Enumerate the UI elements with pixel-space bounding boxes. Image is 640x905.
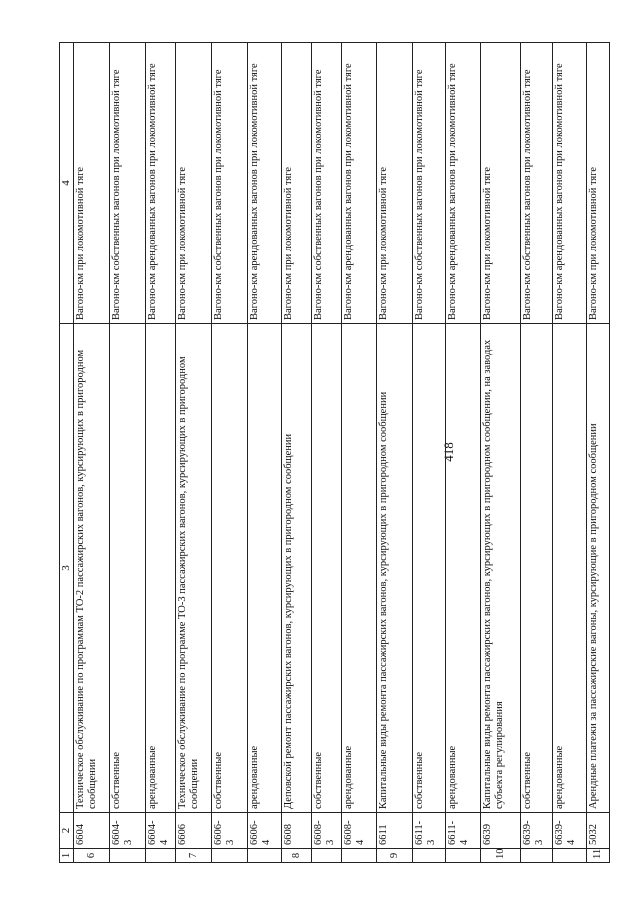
code-cell: 6639-4 (553, 813, 587, 849)
column-header-3: 3 (60, 324, 74, 813)
table-row (342, 43, 377, 863)
table-row (481, 43, 521, 863)
code-cell: 6608-4 (342, 813, 377, 849)
unit-cell: Вагоно-км арендованных вагонов при локомотивной тяге (248, 43, 282, 324)
table-row (521, 43, 553, 863)
description-cell: Капитальные виды ремонта пассажирских вагонов, курсирующих в пригородном сообщении, на заводах субъекта регулирования (481, 324, 521, 813)
code-cell: 6639-3 (521, 813, 553, 849)
row-number-cell: 9 (377, 849, 413, 863)
description-cell: собственные (312, 324, 342, 813)
row-number-cell (553, 849, 587, 863)
table-row (110, 43, 146, 863)
rotated-table-container (59, 43, 604, 863)
row-number-cell (110, 849, 146, 863)
unit-cell: Вагоно-км арендованных вагонов при локомотивной тяге (146, 43, 176, 324)
table-row (377, 43, 413, 863)
row-number-cell (312, 849, 342, 863)
row-number-cell: 6 (74, 849, 110, 863)
code-cell: 6608-3 (312, 813, 342, 849)
description-cell: арендованные (553, 324, 587, 813)
unit-cell: Вагоно-км собственных вагонов при локомотивной тяге (212, 43, 248, 324)
row-number-cell: 8 (282, 849, 312, 863)
description-cell: собственные (110, 324, 146, 813)
table-row (553, 43, 587, 863)
unit-cell: Вагоно-км собственных вагонов при локомотивной тяге (413, 43, 446, 324)
data-table (59, 42, 610, 863)
unit-cell: Вагоно-км арендованных вагонов при локомотивной тяге (342, 43, 377, 324)
table-frame (59, 43, 604, 863)
row-number-cell (413, 849, 446, 863)
table-row (146, 43, 176, 863)
unit-cell: Вагоно-км при локомотивной тяге (74, 43, 110, 324)
row-number-cell (248, 849, 282, 863)
row-number-cell (446, 849, 481, 863)
table-header-row (60, 43, 74, 863)
unit-cell: Вагоно-км при локомотивной тяге (282, 43, 312, 324)
table-row (176, 43, 212, 863)
row-number-cell: 11 (587, 849, 610, 863)
unit-cell: Вагоно-км собственных вагонов при локомотивной тяге (110, 43, 146, 324)
description-cell: арендованные (446, 324, 481, 813)
code-cell: 6606 (176, 813, 212, 849)
code-cell: 6606-3 (212, 813, 248, 849)
code-cell: 6608 (282, 813, 312, 849)
column-header-1: 1 (60, 849, 74, 863)
description-cell: Капитальные виды ремонта пассажирских вагонов, курсирующих в пригородном сообщении (377, 324, 413, 813)
row-number-cell (146, 849, 176, 863)
row-number-cell (212, 849, 248, 863)
unit-cell: Вагоно-км при локомотивной тяге (481, 43, 521, 324)
column-header-4: 4 (60, 43, 74, 324)
table-row (282, 43, 312, 863)
code-cell: 6604 (74, 813, 110, 849)
description-cell: Арендные платежи за пассажирские вагоны, курсирующие в пригородном сообщении (587, 324, 610, 813)
table-row (212, 43, 248, 863)
unit-cell: Вагоно-км при локомотивной тяге (176, 43, 212, 324)
row-number-cell (342, 849, 377, 863)
row-number-cell: 7 (176, 849, 212, 863)
table-row (312, 43, 342, 863)
code-cell: 6604-3 (110, 813, 146, 849)
code-cell: 6604-4 (146, 813, 176, 849)
description-cell: Техническое обслуживание по программе ТО-3 пассажирских вагонов, курсирующих в пригородном сообщении (176, 324, 212, 813)
code-cell: 6611-4 (446, 813, 481, 849)
description-cell: арендованные (248, 324, 282, 813)
row-number-cell: 10 (481, 849, 521, 863)
column-header-2: 2 (60, 813, 74, 849)
unit-cell: Вагоно-км арендованных вагонов при локомотивной тяге (446, 43, 481, 324)
unit-cell: Вагоно-км собственных вагонов при локомотивной тяге (521, 43, 553, 324)
table-row (446, 43, 481, 863)
description-cell: арендованные (146, 324, 176, 813)
table-row (248, 43, 282, 863)
description-cell: собственные (413, 324, 446, 813)
description-cell: Деповской ремонт пассажирских вагонов, курсирующих в пригородном сообщении (282, 324, 312, 813)
unit-cell: Вагоно-км арендованных вагонов при локомотивной тяге (553, 43, 587, 324)
table-row (413, 43, 446, 863)
description-cell: арендованные (342, 324, 377, 813)
unit-cell: Вагоно-км при локомотивной тяге (587, 43, 610, 324)
code-cell: 6639 (481, 813, 521, 849)
code-cell: 6611 (377, 813, 413, 849)
row-number-cell (521, 849, 553, 863)
description-cell: Техническое обслуживание по программам ТО-2 пассажирских вагонов, курсирующих в пригородном сообщении (74, 324, 110, 813)
code-cell: 6611-3 (413, 813, 446, 849)
unit-cell: Вагоно-км собственных вагонов при локомотивной тяге (312, 43, 342, 324)
description-cell: собственные (521, 324, 553, 813)
table-row (587, 43, 610, 863)
unit-cell: Вагоно-км при локомотивной тяге (377, 43, 413, 324)
table-row (74, 43, 110, 863)
page-number: 418 (441, 442, 456, 462)
code-cell: 5032 (587, 813, 610, 849)
code-cell: 6606-4 (248, 813, 282, 849)
description-cell: собственные (212, 324, 248, 813)
